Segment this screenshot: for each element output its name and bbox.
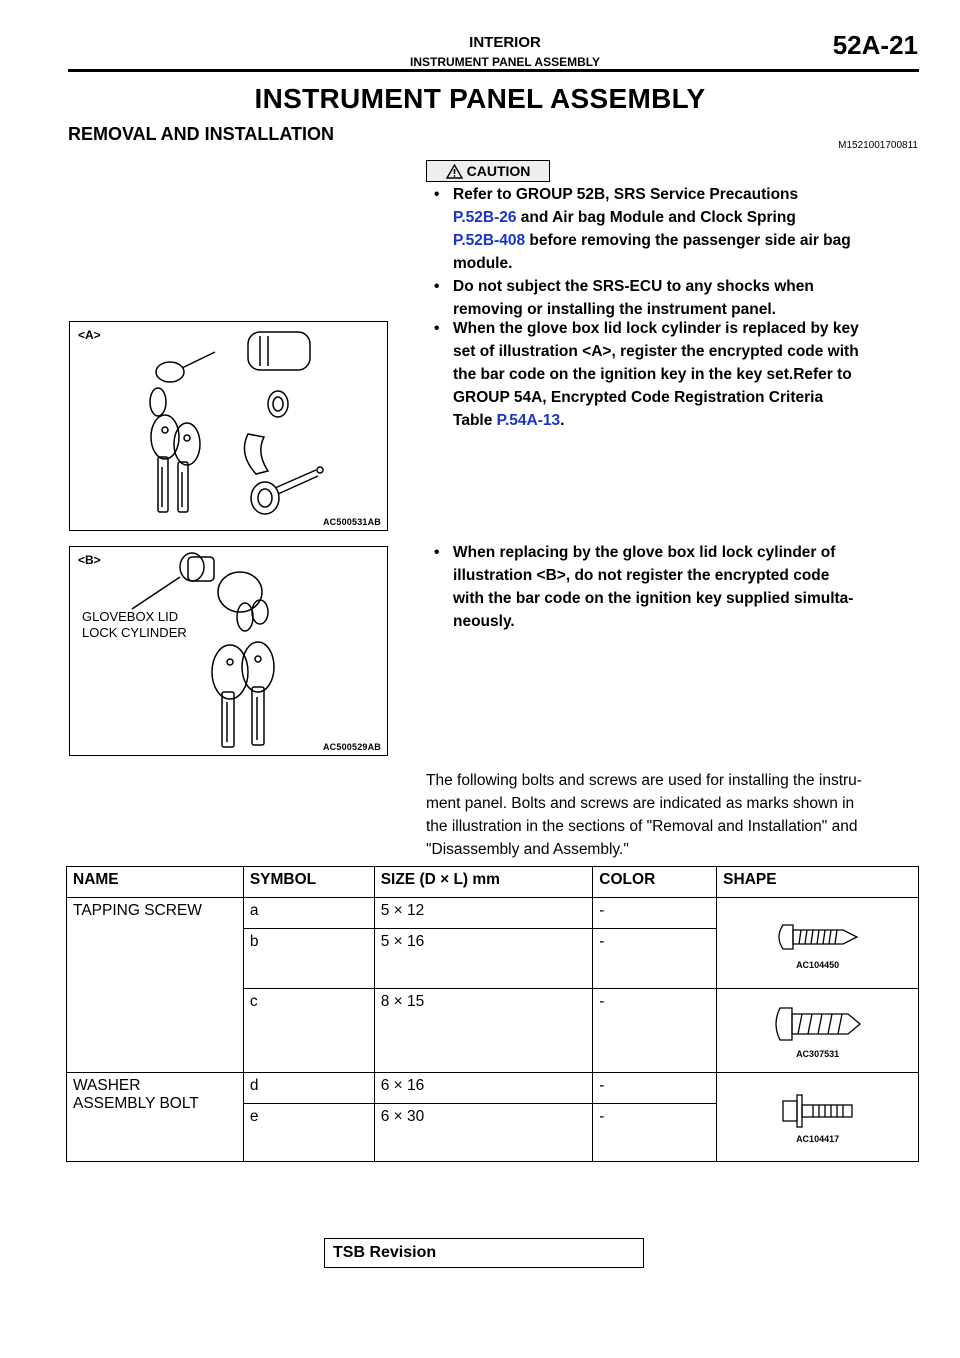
tsb-revision-box: TSB Revision [324,1238,644,1268]
bullet-line: removing or installing the instrument panel. [453,301,776,318]
bullet-line: with the bar code on the ignition key supplied simulta- [453,590,854,607]
callout-line: LOCK CYLINDER [82,625,187,640]
body-line: ment panel. Bolts and screws are indicated as marks shown in [426,795,855,812]
washer-bolt-icon [773,1091,863,1131]
section-title: INTERIOR [469,34,541,51]
size-cell: 8 × 15 [374,989,593,1073]
bullet-line-text: and Air bag Module and Clock Spring [516,209,796,226]
bullet-dot: • [434,320,440,337]
shape-code: AC104417 [796,1133,840,1144]
column-header: NAME [67,867,244,898]
bullet-line: When the glove box lid lock cylinder is replaced by key [453,320,859,337]
color-cell: - [593,898,717,929]
shape-code: AC307531 [796,1049,840,1059]
section-subtitle: REMOVAL AND INSTALLATION [68,124,334,144]
figure-a-code: AC500531AB [322,517,381,527]
subsection-title: INSTRUMENT PANEL ASSEMBLY [409,55,601,69]
caution-bullet-2 [453,275,923,321]
table-row [67,1073,919,1104]
bullet-line: module. [453,255,513,272]
bullet-line [453,409,923,432]
shape-cell [717,898,919,989]
body-line: "Disassembly and Assembly." [426,841,629,858]
tapping-screw-icon [773,917,863,957]
figure-b [69,546,388,756]
figure-b-code: AC500529AB [322,742,381,752]
page-number: 52A-21 [832,30,918,60]
bullet-line: Refer to GROUP 52B, SRS Service Precautions [453,186,799,203]
body-paragraph [426,769,926,861]
column-header: COLOR [593,867,717,898]
name-cell: TAPPING SCREW [67,898,244,1073]
symbol-cell: a [243,898,374,929]
shape-cell [717,989,919,1073]
color-cell: - [593,1104,717,1162]
figure-a-label: <A> [78,328,101,342]
lock-cylinder-illustration [70,547,387,755]
callout-line: GLOVEBOX LID [82,609,179,624]
bullet-dot: • [434,186,440,203]
bullet-line: When replacing by the glove box lid lock cylinder of [453,544,836,561]
bullet-line-text: . [560,412,565,429]
column-header: SIZE (D × L) mm [374,867,593,898]
column-header: SYMBOL [243,867,374,898]
body-line: The following bolts and screws are used for installing the instru- [426,772,862,789]
symbol-cell: e [243,1104,374,1162]
name-cell [67,1073,244,1162]
bullet-line [453,229,923,252]
shape-code: AC104450 [796,959,840,970]
bullet-line-text: before removing the passenger side air bag [525,232,851,249]
table-header-row [67,867,919,898]
caution-bullet-1 [453,183,923,275]
page-title: INSTRUMENT PANEL ASSEMBLY [254,83,706,114]
size-cell: 6 × 30 [374,1104,593,1162]
column-header: SHAPE [717,867,919,898]
body-line: the illustration in the sections of "Removal and Installation" and [426,818,858,835]
bullet-line-text: Table [453,412,497,429]
bullet-dot: • [434,544,440,561]
symbol-cell: b [243,929,374,989]
name-line: WASHER [73,1077,141,1094]
color-cell: - [593,1073,717,1104]
size-cell: 6 × 16 [374,1073,593,1104]
size-cell: 5 × 12 [374,898,593,929]
document-id: M1521001700811 [838,140,918,151]
reference-link[interactable]: P.52B-26 [453,209,517,226]
name-line: ASSEMBLY BOLT [73,1095,199,1112]
bullet-line: the bar code on the ignition key in the key set.Refer to [453,366,852,383]
size-cell: 5 × 16 [374,929,593,989]
caution-label [426,160,550,182]
color-cell: - [593,989,717,1073]
figure-b-label: <B> [78,553,101,567]
bullet-line: neously. [453,613,515,630]
bullet-line: illustration <B>, do not register the encrypted code [453,567,830,584]
color-cell: - [593,929,717,989]
bullet-dot: • [434,278,440,295]
key-set-illustration [70,322,387,530]
caution-bullet-3 [453,317,923,432]
header-rule [68,69,919,72]
figure-a [69,321,388,531]
shape-cell [717,1073,919,1162]
reference-link[interactable]: P.54A-13 [496,412,561,429]
bullet-line [453,206,923,229]
bullet-line: GROUP 54A, Encrypted Code Registration Criteria [453,389,824,406]
symbol-cell: c [243,989,374,1073]
reference-link[interactable]: P.52B-408 [453,232,526,249]
warning-icon [446,164,463,179]
fastener-table [66,866,919,1162]
caution-text: CAUTION [466,163,531,179]
bullet-line: Do not subject the SRS-ECU to any shocks when [453,278,814,295]
bullet-line: set of illustration <A>, register the encrypted code with [453,343,859,360]
table-row [67,898,919,929]
flange-tapping-screw-icon [768,1002,868,1046]
symbol-cell: d [243,1073,374,1104]
caution-bullet-4 [453,541,923,633]
